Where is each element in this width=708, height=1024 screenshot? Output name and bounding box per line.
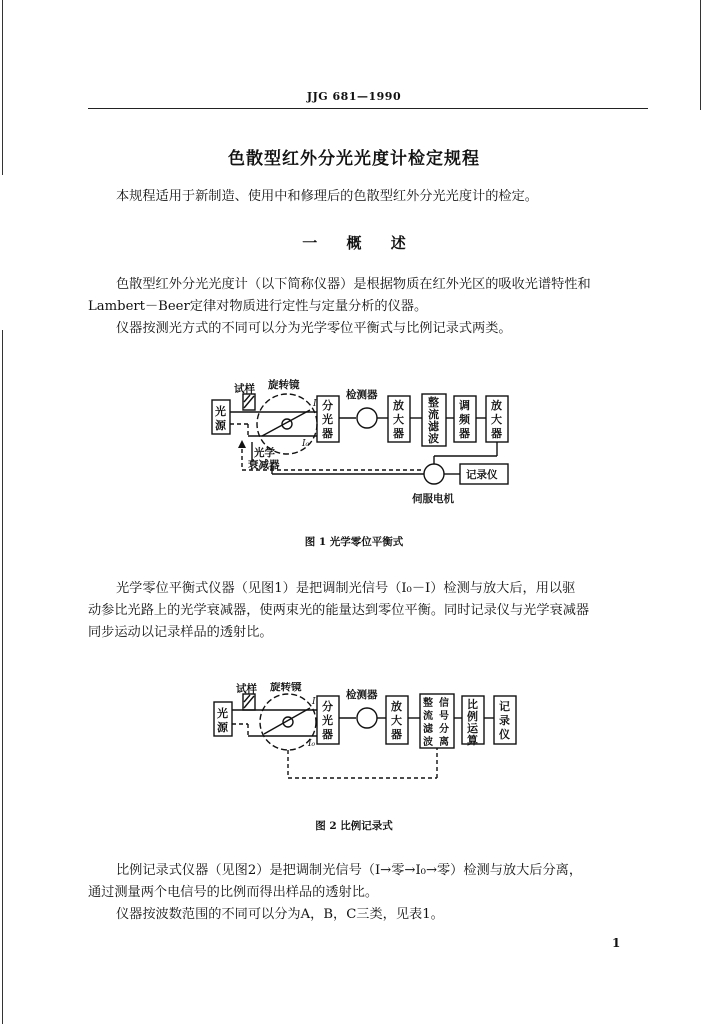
figure-1-diagram <box>190 378 530 508</box>
paragraph-line: 比例记录式仪器（见图2）是把调制光信号（I→零→I₀→零）检测与放大后分离， <box>116 863 583 878</box>
attenuator-label: 衰减器 <box>248 459 280 471</box>
sample-label: 试样 <box>234 383 255 395</box>
amplifier2-label: 器 <box>491 427 502 440</box>
source-label: 源 <box>215 419 226 432</box>
figure-2-diagram <box>200 682 530 792</box>
paragraph-line: 通过测量两个电信号的比例而得出样品的透射比。 <box>88 885 379 900</box>
servo-motor-label: 伺服电机 <box>412 493 454 505</box>
ratio-label: 例 <box>467 710 478 723</box>
source-label: 光 <box>215 405 226 418</box>
modulator-label: 调 <box>459 399 470 412</box>
recorder-label: 录 <box>499 714 510 727</box>
source-label: 源 <box>217 721 228 734</box>
attenuator-label: 光学 <box>254 447 275 459</box>
recorder-label: 记录仪 <box>466 469 498 481</box>
document-title: 色散型红外分光光度计检定规程 <box>228 149 480 169</box>
scan-edge-line <box>2 330 3 1024</box>
beam-i0-label: I₀ <box>308 739 316 749</box>
amplifier-label: 大 <box>393 413 404 426</box>
separation-label: 信 <box>439 698 449 709</box>
amplifier2-label: 放 <box>491 399 502 412</box>
servo-motor-circle <box>424 464 444 484</box>
paragraph-line: 动参比光路上的光学衰减器，使两束光的能量达到零位平衡。同时记录仪与光学衰减器 <box>88 603 590 618</box>
monochromator-label: 分 <box>322 700 333 713</box>
ratio-label: 运 <box>467 722 478 735</box>
sample-label: 试样 <box>236 683 257 695</box>
amplifier-label: 大 <box>391 714 402 727</box>
amplifier-label: 器 <box>391 728 402 741</box>
amplifier2-label: 大 <box>491 413 502 426</box>
rectifier-label: 滤 <box>423 724 433 735</box>
rectifier-label: 流 <box>428 408 439 421</box>
rectifier-label: 整 <box>428 396 439 409</box>
intro-paragraph: 本规程适用于新制造、使用中和修理后的色散型红外分光光度计的检定。 <box>116 189 538 204</box>
section-heading: 一 概 述 <box>302 234 406 252</box>
monochromator-label: 光 <box>322 413 333 426</box>
ratio-label: 比 <box>467 698 478 711</box>
modulator-label: 器 <box>459 427 470 440</box>
rotating-mirror-label: 旋转镜 <box>270 682 302 693</box>
recorder-label: 记 <box>499 700 510 713</box>
figure-1-caption: 图 1 光学零位平衡式 <box>304 536 404 548</box>
ratio-label: 算 <box>467 734 478 747</box>
separation-label: 号 <box>439 711 449 722</box>
rectifier-label: 波 <box>423 737 433 748</box>
figure-2-caption: 图 2 比例记录式 <box>315 820 393 832</box>
detector-label: 检测器 <box>346 689 378 701</box>
paragraph-line: Lambert－Beer定律对物质进行定性与定量分析的仪器。 <box>88 299 428 314</box>
rectifier-label: 整 <box>423 698 433 709</box>
amplifier-label: 器 <box>393 427 404 440</box>
paragraph-line: 仪器按测光方式的不同可以分为光学零位平衡式与比例记录式两类。 <box>116 321 512 336</box>
paragraph-line: 仪器按波数范围的不同可以分为A，B，C三类，见表1。 <box>116 907 444 922</box>
amplifier-label: 放 <box>391 700 402 713</box>
page-number: 1 <box>612 936 621 950</box>
beam-i-label: I <box>312 697 316 707</box>
monochromator-label: 器 <box>322 728 333 741</box>
rotating-mirror-label: 旋转镜 <box>268 379 300 391</box>
paragraph-line: 光学零位平衡式仪器（见图1）是把调制光信号（I₀－I）检测与放大后，用以驱 <box>116 581 576 596</box>
rectifier-label: 波 <box>428 432 439 445</box>
monochromator-label: 光 <box>322 714 333 727</box>
detector-label: 检测器 <box>346 389 378 401</box>
beam-i0-label: I₀ <box>302 439 310 449</box>
header-rule <box>88 108 648 109</box>
paragraph-line: 色散型红外分光光度计（以下简称仪器）是根据物质在红外光区的吸收光谱特性和 <box>116 277 591 292</box>
detector-circle <box>357 708 377 728</box>
separation-label: 分 <box>439 724 449 735</box>
rectifier-label: 流 <box>423 711 433 722</box>
beam-i-label: I <box>313 399 317 409</box>
rectifier-label: 滤 <box>428 420 439 433</box>
separation-label: 离 <box>439 737 449 748</box>
amplifier-label: 放 <box>393 399 404 412</box>
source-label: 光 <box>217 707 228 720</box>
monochromator-label: 分 <box>322 399 333 412</box>
standard-code: JJG 681—1990 <box>306 90 402 103</box>
detector-circle <box>357 408 377 428</box>
paragraph-line: 同步运动以记录样品的透射比。 <box>88 625 273 640</box>
recorder-label: 仪 <box>499 728 510 741</box>
monochromator-label: 器 <box>322 427 333 440</box>
modulator-label: 频 <box>459 413 470 426</box>
